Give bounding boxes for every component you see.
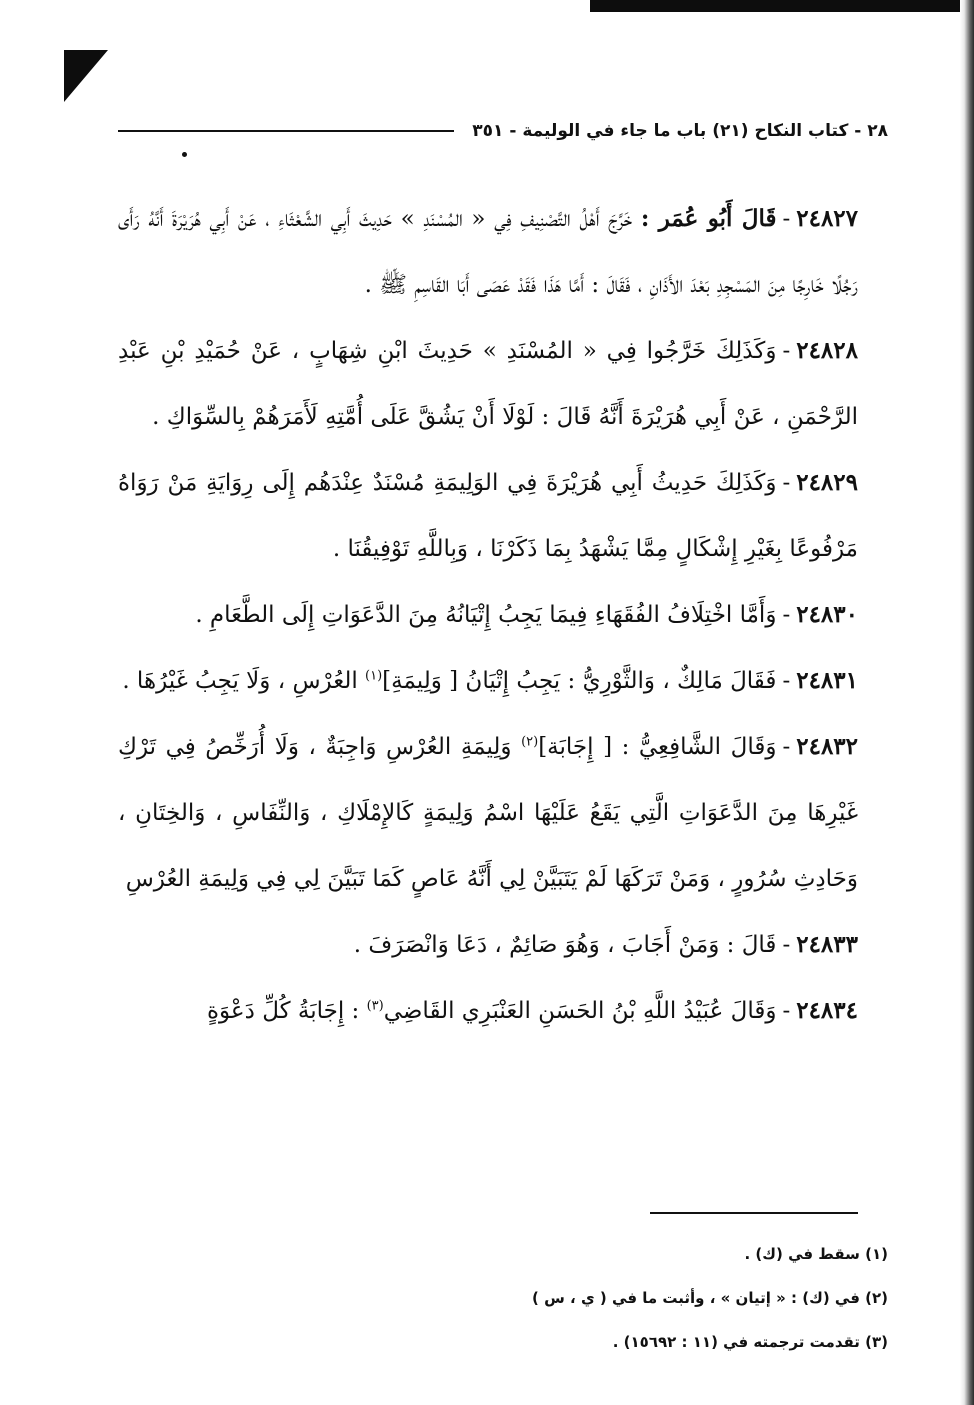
paragraph-dash: - [782,734,791,760]
footnote-reference: (٢) [521,734,539,750]
paragraph-number: ٢٤٨٣٢ [796,733,859,760]
paragraph-24828 [118,318,858,450]
footnote-3: (٣) تقدمت ترجمته في (١١ : ١٥٦٩٢) . [612,1333,888,1351]
footnote-separator [650,1212,858,1214]
paragraph-dash: - [782,470,791,496]
paragraph-text-before: وَقَالَ الشَّافِعِيُّ : [ إِجَابَة] [538,734,777,760]
body-text [118,186,858,1044]
paragraph-24827 [118,186,858,318]
paragraph-text: وَكَذَلِكَ خَرَّجُوا فِي « المُسْنَدِ » حَدِيثَ ابْنِ شِهَابٍ ، عَنْ حُمَيْدِ بْنِ عَبْدِ الرَّحْمَنِ ، عَنْ أَبِي هُرَيْرَةَ أَنَّهُ قَالَ : لَوْلَا أَنْ يَشُقَّ عَلَى أُمَّتِهِ لَأَمَرَهُمْ بِالسِّوَاكِ . [118,338,858,430]
ink-dot [182,152,187,157]
paragraph-number: ٢٤٨٣٤ [796,997,858,1024]
paragraph-24830 [118,582,858,648]
paragraph-text-before: فَقَالَ مَالِكٌ ، وَالثَّوْرِيُّ : يَجِبُ إِتْيَانُ [ وَلِيمَةِ] [382,668,777,694]
paragraph-dash: - [782,602,791,628]
paragraph-number: ٢٤٨٣١ [796,667,858,694]
paragraph-number: ٢٤٨٢٨ [796,337,858,364]
paragraph-text: قَالَ : وَمَنْ أَجَابَ ، وَهُوَ صَائِمٌ ، دَعَا وَانْصَرَفَ . [353,932,777,958]
footnote-reference: (١) [365,668,383,684]
paragraph-text-before: وَقَالَ عُبَيْدُ اللَّهِ بْنُ الحَسَنِ العَنْبَرِي القَاضِي [383,998,777,1024]
scan-border-right [960,0,974,1405]
running-head-rule [118,130,454,132]
corner-triangle-mark [64,50,108,102]
scan-border-top [590,0,974,12]
footnotes [118,1232,888,1364]
paragraph-number: ٢٤٨٣٠ [796,601,858,628]
paragraph-text-after: : إِجَابَةُ كُلِّ دَعْوَةٍ [206,998,367,1024]
footnote-2: (٢) في (ك) : « إتيان » ، وأثبت ما في ( ي ، س ) [532,1289,888,1307]
running-head [118,112,888,150]
paragraph-text-after: وَلِيمَةِ العُرْسِ وَاجِبَةٌ ، وَلَا أُرَخِّصُ فِي تَرْكِ غَيْرِهَا مِنَ الدَّعَوَاتِ الَّتِي يَقَعُ عَلَيْهَا اسْمُ وَلِيمَةٍ كَالإِمْلَاكِ ، وَالنِّفَاسِ ، وَالخِتَانِ ، وَحَادِثِ سُرُورٍ ، وَمَنْ تَرَكَهَا لَمْ يَتَبَيَّنْ لِي أَنَّهُ عَاصٍ كَمَا تَبَيَّنَ لِي فِي وَلِيمَةِ العُرْسِ [118,734,858,892]
paragraph-24831 [118,648,858,714]
paragraph-opening: قَالَ أَبُو عُمَر : [640,205,777,232]
paragraph-dash: - [782,338,791,364]
footnote-reference: (٣) [366,998,384,1014]
paragraph-text: وَكَذَلِكَ حَدِيثُ أَبِي هُرَيْرَةَ فِي الوَلِيمَةِ مُسْنَدٌ عِنْدَهُم إِلَى رِوَايَةِ مَنْ رَوَاهُ مَرْفُوعًا بِغَيْرِ إِشْكَالٍ مِمَّا يَشْهَدُ بِمَا ذَكَرْنَا ، وَبِاللَّهِ تَوْفِيقُنَا . [118,470,858,562]
paragraph-dash: - [782,668,791,694]
paragraph-dash: - [782,932,791,958]
paragraph-dash: - [782,998,791,1024]
paragraph-24829 [118,450,858,582]
paragraph-24832 [118,714,858,912]
paragraph-number: ٢٤٨٢٩ [796,469,858,496]
paragraph-number: ٢٤٨٢٧ [796,205,859,232]
paragraph-dash: - [782,206,791,232]
paragraph-number: ٢٤٨٣٣ [796,931,858,958]
footnote-1: (١) سقط في (ك) . [744,1245,888,1263]
paragraph-24833 [118,912,858,978]
running-head-text: ٢٨ - كتاب النكاح (٢١) باب ما جاء في الوليمة - ٣٥١ [472,121,888,141]
paragraph-text-after: العُرْسِ ، وَلَا يَجِبُ غَيْرُهَا . [122,668,366,694]
paragraph-text: وَأَمَّا اخْتِلَافُ الفُقَهَاءِ فِيمَا يَجِبُ إِتْيَانُهُ مِنَ الدَّعَوَاتِ إِلَى الطَّعَامِ . [195,602,777,628]
paragraph-24834 [118,978,858,1044]
paragraph-text: خَرَّجَ أَهْلُ التَّصْنِيفِ فِي « المُسْنَدِ » حَدِيثَ أَبِي الشَّعْثَاءِ ، عَنْ أَبِي هُرَيْرَةَ أَنَّهُ رَأَى رَجُلًا خَارِجًا مِنَ المَسْجِدِ بَعْدَ الأَذَانِ ، فَقَالَ : أَمَّا هَذَا فَقَدْ عَصَى أَبَا القَاسِمِ ﷺ . [118,206,858,298]
